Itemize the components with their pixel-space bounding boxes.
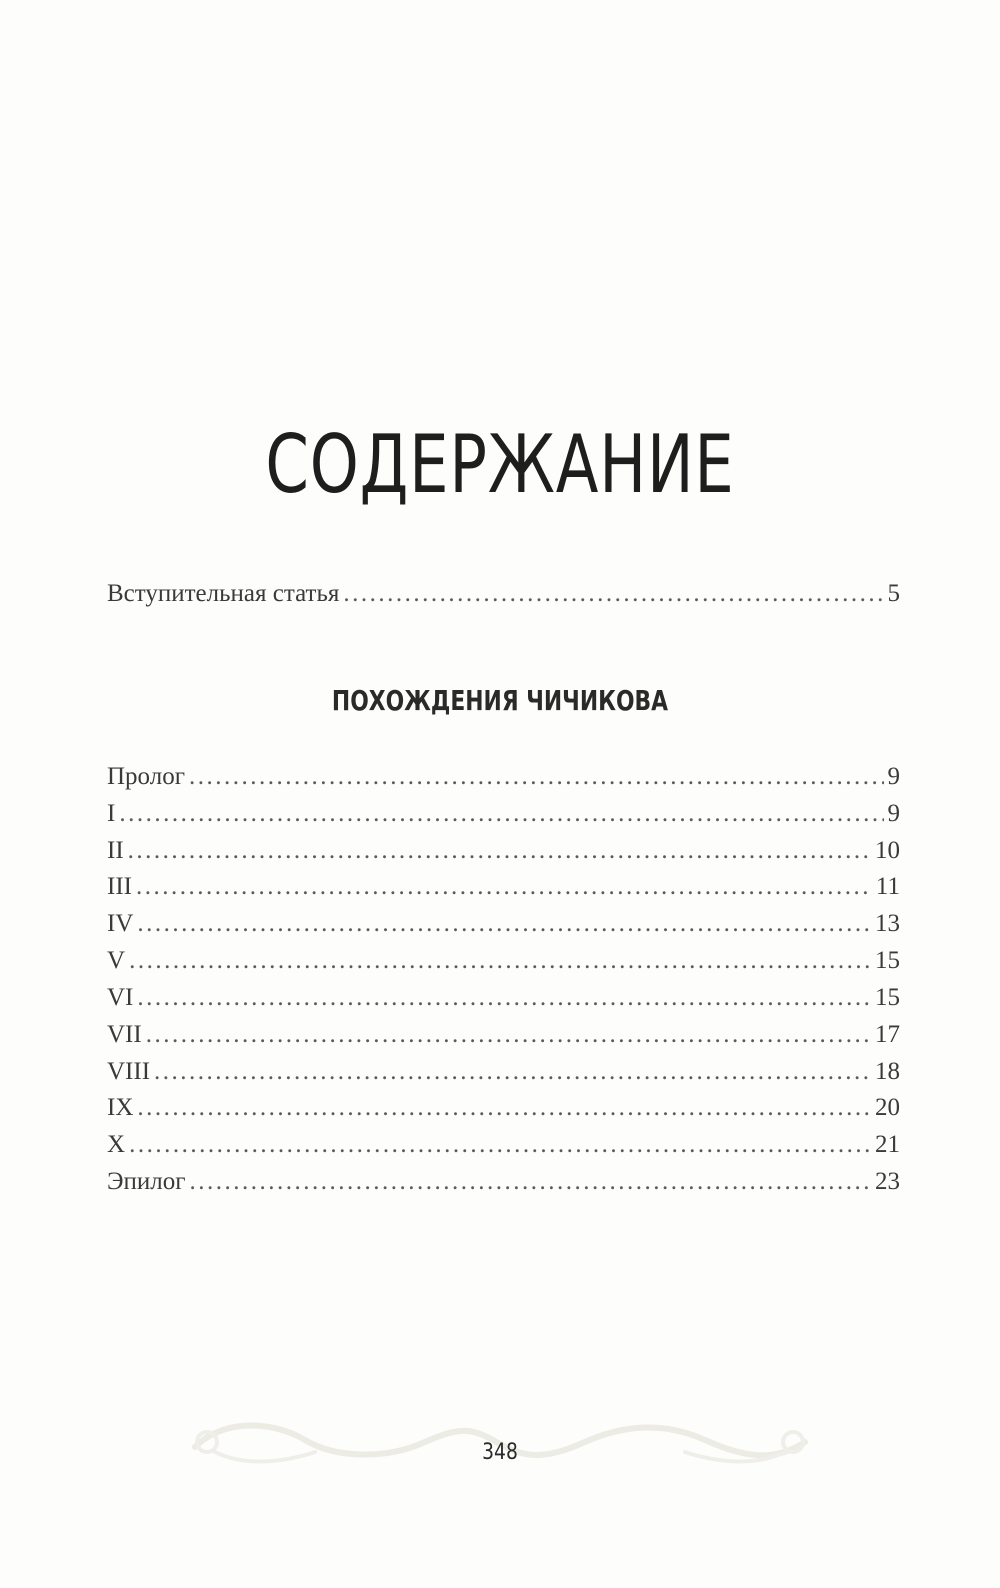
toc-entry-title: III (107, 873, 132, 900)
page-title: СОДЕРЖАНИЕ (265, 418, 735, 511)
dot-leader (137, 982, 871, 1014)
toc-entry-title: V (107, 947, 126, 974)
toc-entry-title: VI (107, 984, 134, 1011)
toc-entry-title: IX (107, 1094, 134, 1121)
dot-leader (189, 761, 884, 793)
toc-entry[interactable] (107, 1092, 900, 1124)
toc-entry-page: 9 (887, 763, 900, 790)
toc-entry[interactable] (107, 871, 900, 903)
dot-leader (128, 835, 871, 867)
toc-entry[interactable] (107, 1056, 900, 1088)
toc-entry-title: VII (107, 1021, 142, 1048)
toc-entry-page: 11 (875, 873, 900, 900)
dot-leader (119, 798, 883, 830)
toc-entry[interactable] (107, 1019, 900, 1051)
toc-entry-page: 21 (875, 1131, 900, 1158)
toc-entry-page: 15 (875, 947, 900, 974)
dot-leader (137, 1092, 871, 1124)
toc-entry-title: Пролог (107, 763, 185, 790)
toc-entry-page: 5 (887, 580, 900, 607)
section-heading: ПОХОЖДЕНИЯ ЧИЧИКОВА (331, 684, 669, 717)
dot-leader (129, 945, 871, 977)
toc-entry[interactable] (107, 1129, 900, 1161)
toc-entry-page: 13 (875, 910, 900, 937)
toc-entry-page: 20 (875, 1094, 900, 1121)
toc-entry-title: VIII (107, 1058, 151, 1085)
toc-entry[interactable] (107, 1166, 900, 1198)
page-number: 348 (482, 1440, 518, 1465)
toc-entry-page: 18 (875, 1058, 900, 1085)
dot-leader (136, 871, 872, 903)
toc-entry[interactable] (107, 908, 900, 940)
dot-leader (190, 1166, 872, 1198)
toc-entry-page: 17 (875, 1021, 900, 1048)
toc-entry-page: 10 (875, 837, 900, 864)
toc-entry[interactable] (107, 982, 900, 1014)
dot-leader (343, 578, 883, 610)
toc-entry-title: X (107, 1131, 126, 1158)
toc-entry-title: IV (107, 910, 134, 937)
toc-entry-title: I (107, 800, 116, 827)
dot-leader (129, 1129, 871, 1161)
toc-entry-title: Эпилог (107, 1168, 186, 1195)
toc-entry-page: 15 (875, 984, 900, 1011)
toc-entry-title: Вступительная статья (107, 580, 340, 607)
toc-entry-page: 9 (887, 800, 900, 827)
toc-entry[interactable] (107, 798, 900, 830)
toc-entry[interactable] (107, 761, 900, 793)
dot-leader (137, 908, 871, 940)
toc-entry[interactable] (107, 835, 900, 867)
dot-leader (146, 1019, 871, 1051)
dot-leader (154, 1056, 871, 1088)
toc-entry[interactable] (107, 945, 900, 977)
toc-entry-intro[interactable] (107, 578, 900, 610)
toc-entry-page: 23 (875, 1168, 900, 1195)
toc-entry-title: II (107, 837, 124, 864)
